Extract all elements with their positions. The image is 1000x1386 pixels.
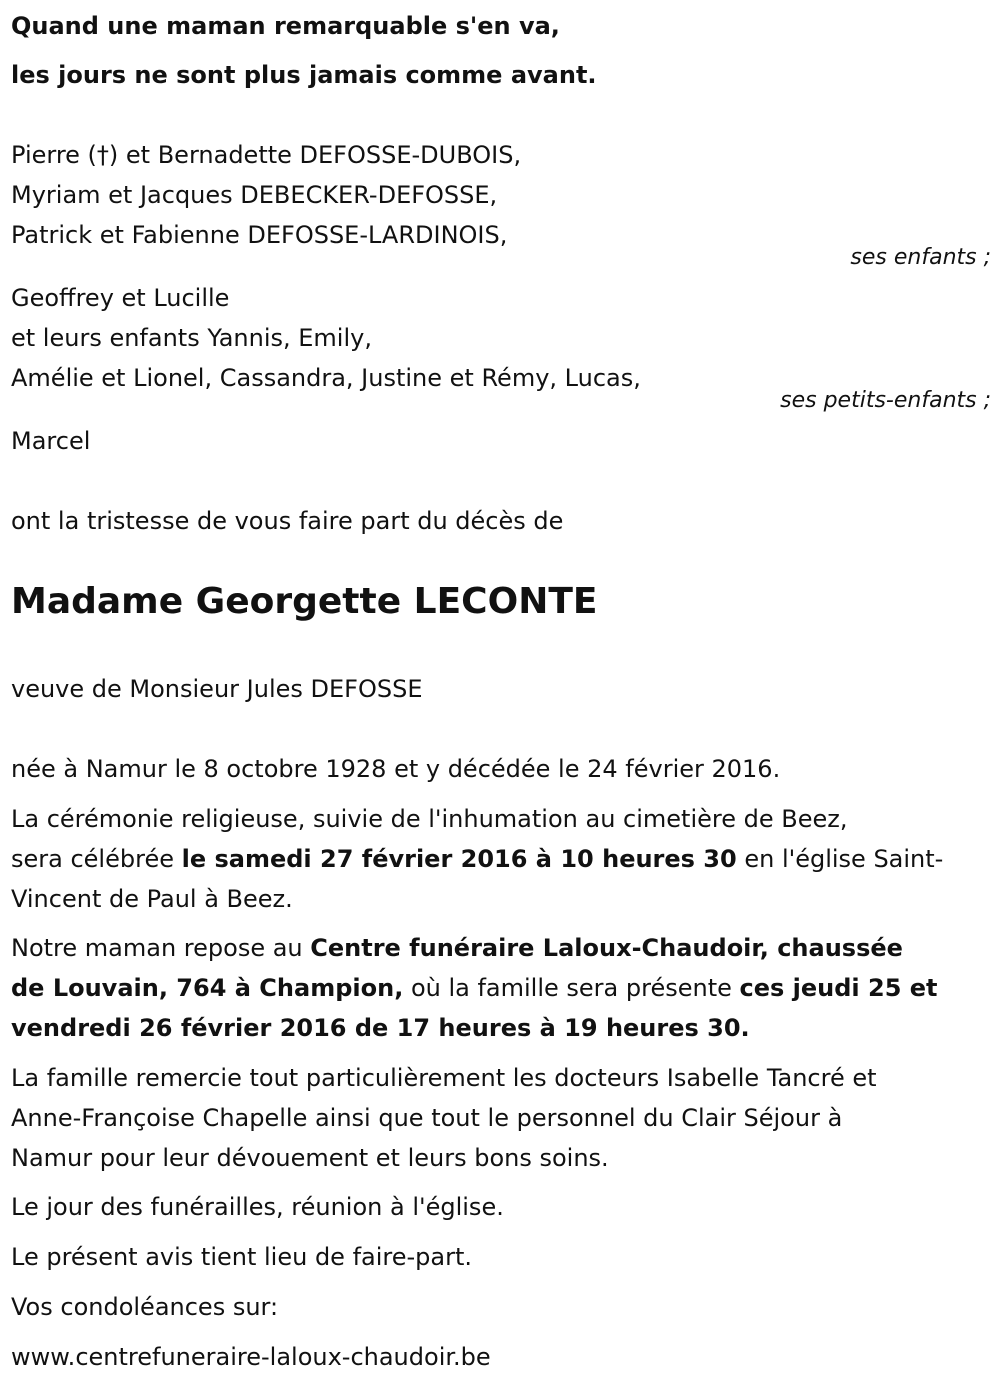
birth-death-dates: née à Namur le 8 octobre 1928 et y décédée le 24 février 2016. <box>11 755 781 783</box>
thanks-line-2: Anne-Françoise Chapelle ainsi que tout le personnel du Clair Séjour à <box>11 1104 843 1132</box>
header-line-1: Quand une maman remarquable s'en va, <box>11 12 560 40</box>
grandchildren-line-2: et leurs enfants Yannis, Emily, <box>11 324 372 352</box>
children-line-3: Patrick et Fabienne DEFOSSE-LARDINOIS, <box>11 221 508 249</box>
children-line-2: Myriam et Jacques DEBECKER-DEFOSSE, <box>11 181 498 209</box>
ceremony-line-3: Vincent de Paul à Beez. <box>11 885 293 913</box>
header-line-2: les jours ne sont plus jamais comme avant. <box>11 61 597 89</box>
announcement: ont la tristesse de vous faire part du décès de <box>11 507 564 535</box>
notice-note: Le présent avis tient lieu de faire-part. <box>11 1243 473 1271</box>
other-name: Marcel <box>11 427 91 455</box>
thanks-line-1: La famille remercie tout particulièrement les docteurs Isabelle Tancré et <box>11 1064 877 1092</box>
visitation-when: ces jeudi 25 et <box>739 974 938 1002</box>
grandchildren-line-3: Amélie et Lionel, Cassandra, Justine et Rémy, Lucas, <box>11 364 641 392</box>
ceremony-datetime: le samedi 27 février 2016 à 10 heures 30 <box>181 845 737 873</box>
visitation-line-1: Notre maman repose au Centre funéraire Laloux-Chaudoir, chaussée <box>11 934 903 962</box>
children-label: ses enfants ; <box>850 245 991 270</box>
children-line-1: Pierre (†) et Bernadette DEFOSSE-DUBOIS, <box>11 141 522 169</box>
reunion-note: Le jour des funérailles, réunion à l'église. <box>11 1193 504 1221</box>
thanks-line-3: Namur pour leur dévouement et leurs bons soins. <box>11 1144 609 1172</box>
visitation-line-3: vendredi 26 février 2016 de 17 heures à 19 heures 30. <box>11 1014 750 1042</box>
ceremony-line-1: La cérémonie religieuse, suivie de l'inhumation au cimetière de Beez, <box>11 805 848 833</box>
visitation-line-2: de Louvain, 764 à Champion, où la famille sera présente ces jeudi 25 et <box>11 974 938 1002</box>
ceremony-line-2: sera célébrée le samedi 27 février 2016 à 10 heures 30 en l'église Saint- <box>11 845 944 873</box>
widow-of: veuve de Monsieur Jules DEFOSSE <box>11 675 423 703</box>
grandchildren-label: ses petits-enfants ; <box>780 388 991 413</box>
deceased-name: Madame Georgette LECONTE <box>11 581 598 622</box>
website-link[interactable]: www.centrefuneraire-laloux-chaudoir.be <box>11 1343 491 1371</box>
visitation-place: Centre funéraire Laloux-Chaudoir, chaussée <box>310 934 903 962</box>
grandchildren-line-1: Geoffrey et Lucille <box>11 284 230 312</box>
cross-icon: † <box>96 141 109 169</box>
condolences-label: Vos condoléances sur: <box>11 1293 279 1321</box>
